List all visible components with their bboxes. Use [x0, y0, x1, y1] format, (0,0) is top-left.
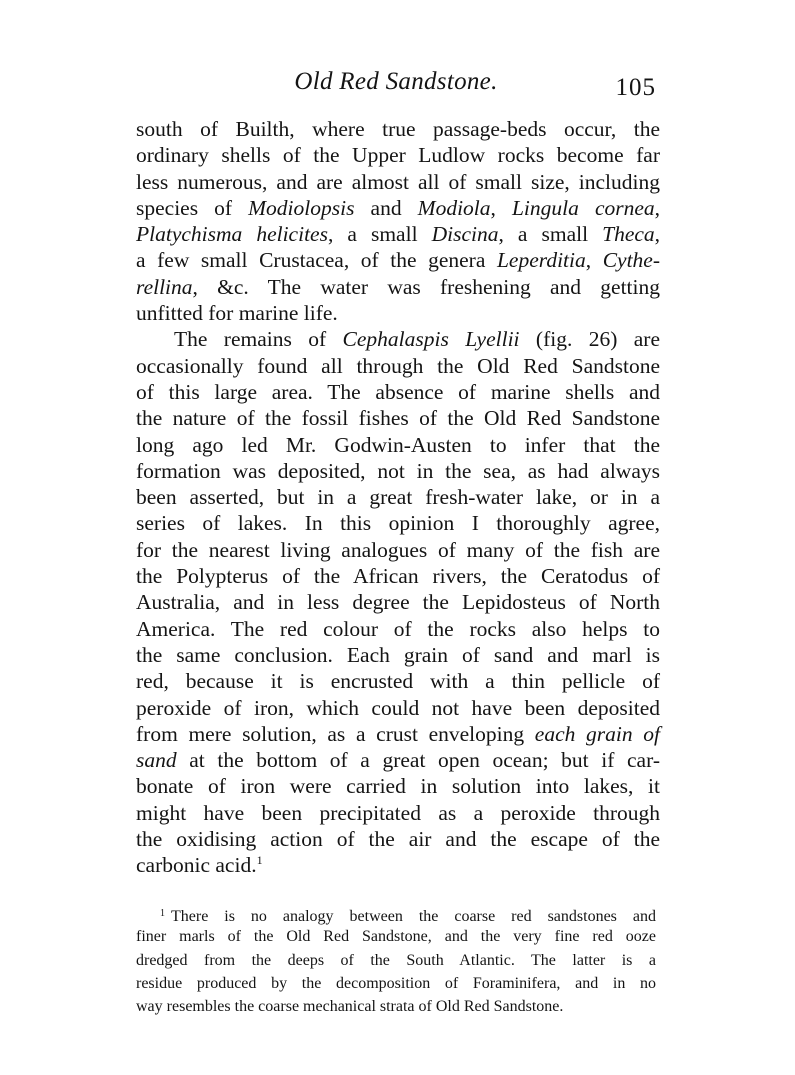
text-line: the oxidising action of the air and the escape of the [136, 827, 660, 852]
italic-term: Discina [431, 222, 499, 247]
text-line: formation was deposited, not in the sea, as had always [136, 458, 660, 483]
paragraph-1 [136, 116, 660, 326]
italic-term: Lingula cornea [511, 195, 655, 220]
text-line: carbonic acid.$^1$ [136, 853, 263, 878]
paragraph-2 [136, 326, 660, 878]
italic-term: Theca [602, 222, 655, 247]
footnote-line: finer marls of the Old Red Sandstone, and the very fine red ooze [136, 928, 656, 946]
footnote [136, 902, 656, 1018]
italic-term: each grain of [534, 721, 661, 746]
text-line: of this large area. The absence of marine shells and [136, 379, 660, 404]
italic-term: rellina [136, 274, 193, 299]
footnote-line: dredged from the deeps of the South Atlantic. The latter is a [136, 951, 656, 969]
text-line: sand at the bottom of a great open ocean; but if car- [136, 748, 660, 773]
text-line: peroxide of iron, which could not have been deposited [136, 695, 660, 720]
text-line: red, because it is encrusted with a thin pellicle of [136, 669, 660, 694]
text-line: from mere solution, as a crust enveloping each grain of [136, 721, 661, 746]
text-line: bonate of iron were carried in solution into lakes, it [136, 774, 660, 799]
text-line: south of Builth, where true passage-beds occur, the [136, 117, 660, 141]
text-line: The remains of Cephalaspis Lyellii (fig. 26) are [174, 327, 660, 352]
italic-term: Cephalaspis Lyellii [342, 327, 520, 352]
text-line: America. The red colour of the rocks also helps to [136, 616, 660, 641]
footnote-line: $^1$ There is no analogy between the coarse red sandstones and [160, 908, 656, 925]
text-line: unfitted for marine life. [136, 301, 338, 326]
text-line: occasionally found all through the Old Red Sandstone [136, 353, 660, 378]
italic-term: Leperditia [496, 248, 586, 273]
footnote-reference: 1 [256, 853, 263, 868]
text-line: for the nearest living analogues of many of the fish are [136, 537, 660, 562]
text-line: the Polypterus of the African rivers, the Ceratodus of [136, 564, 660, 589]
footnote-line: residue produced by the decomposition of Foraminifera, and in no [136, 974, 656, 992]
footnote-line: way resembles the coarse mechanical strata of Old Red Sandstone. [136, 998, 564, 1016]
text-line: series of lakes. In this opinion I thoroughly agree, [136, 511, 660, 536]
body-text [136, 116, 660, 879]
text-line: long ago led Mr. Godwin-Austen to infer that the [136, 432, 660, 457]
italic-term: sand [136, 748, 177, 773]
italic-term: Cythe- [602, 248, 661, 273]
text-line: species of Modiolopsis and Modiola, Lingula cornea, [136, 195, 661, 220]
text-line: Platychisma helicites, a small Discina, a small Theca, [136, 222, 661, 247]
text-line: the same conclusion. Each grain of sand and marl is [136, 642, 660, 667]
text-line: a few small Crustacea, of the genera Leperditia, Cythe- [136, 248, 661, 273]
text-line: the nature of the fossil fishes of the Old Red Sandstone [136, 406, 660, 431]
text-line: ordinary shells of the Upper Ludlow rocks become far [136, 143, 660, 168]
italic-term: Modiola [417, 195, 491, 220]
page-number: 105 [615, 74, 656, 101]
text-line: less numerous, and are almost all of small size, including [136, 169, 660, 194]
running-title: Old Red Sandstone. [294, 68, 498, 95]
text-line: been asserted, but in a great fresh-water lake, or in a [136, 485, 660, 510]
footnote-marker: 1 [160, 908, 165, 919]
text-line: Australia, and in less degree the Lepidosteus of North [136, 590, 660, 615]
italic-term: Platychisma helicites [136, 222, 328, 247]
text-line: rellina, &c. The water was freshening and getting [136, 274, 660, 299]
italic-term: Modiolopsis [248, 195, 355, 220]
text-line: might have been precipitated as a peroxide through [136, 800, 660, 825]
running-head [136, 68, 656, 102]
